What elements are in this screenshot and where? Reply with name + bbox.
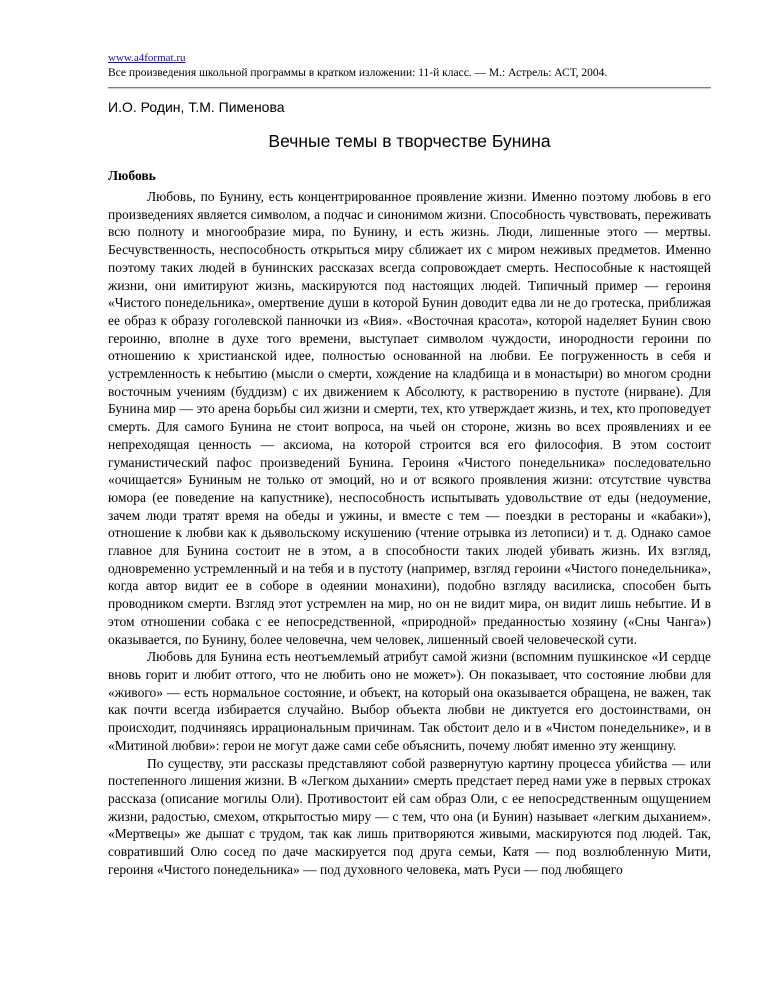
site-link[interactable]: www.a4format.ru xyxy=(108,52,186,64)
document-page xyxy=(108,52,711,878)
article-authors: И.О. Родин, Т.М. Пименова xyxy=(108,99,285,115)
section-heading: Любовь xyxy=(108,168,156,183)
header-divider xyxy=(108,87,711,89)
article-title: Вечные темы в творчестве Бунина xyxy=(268,131,551,151)
paragraph: По существу, эти рассказы представляют собой развернутую картину процесса убийства — или постепенного лишения жизни. В «Легком дыхании» смерть предстает перед нами уже в первых строках рассказа (описание могилы Оли). Противостоит ей сам образ Оли, с ее непосредственным ощущением жизни, радостью, смехом, открытостью миру — с тем, что она (и Бунин) называет «легким дыханием». «Мертвецы» же дышат с трудом, так как лишь притворяются живыми, маскируются под людей. Так, совративший Олю сосед по даче маскируется под друга семьи, Катя — под возлюбленную Мити, героиня «Чистого понедельника» — под духовного человека, мать Руси — под любящего xyxy=(108,755,711,877)
paragraph: Любовь для Бунина есть неотъемлемый атрибут самой жизни (вспомним пушкинское «И сердце вновь горит и любит оттого, что не любить оно не может»). Он показывает, что состояние любви для «живого» — есть нормальное состояние, и объект, на который она оказывается обращена, не важен, так как почти всегда избирается случайно. Выбор объекта любви не диктуется его достоинствами, он происходит, подчиняясь иррациональным причинам. Так обстоит дело и в «Чистом понедельнике», и в «Митиной любви»: герои не могут даже сами себе объяснить, почему любят именно эту женщину. xyxy=(108,649,711,753)
source-citation: Все произведения школьной программы в кратком изложении: 11-й класс. — М.: Астрель: АСТ, 2004. xyxy=(108,67,608,79)
paragraph: Любовь, по Бунину, есть концентрированное проявление жизни. Именно поэтому любовь в его произведениях является символом, а подчас и синонимом жизни. Способность чувствовать, переживать всю полноту и многообразие мира, по Бунину, и есть жизнь. Люди, лишенные этого — мертвы. Бесчувственность, неспособность открыться миру сближает их с миром неживых предметов. Именно поэтому таких людей в бунинских рассказах всегда сопровождает смерть. Неспособные к настоящей жизни, они имитируют жизнь, маскируются под настоящих людей. Типичный пример — героиня «Чистого понедельника», омертвение души в которой Бунин доводит едва ли не до гротеска, приближая ее образ к образу гоголевской панночки из «Вия». «Восточная красота», которой наделяет Бунин свою героиню, вполне в духе того времени, выступает символом чуждости, инородности героини по отношению к христианской идее, полностью основанной на любви. Ее погруженность в себя и устремленность к небытию (мысли о смерти, хождение на кладбища и в монастыри) во многом сродни восточным учениям (буддизм) с их движением к Абсолюту, к растворению в пустоте (нирване). Для Бунина мир — это арена борьбы сил жизни и смерти, тех, кто утверждает жизнь, и тех, кто проповедует смерть. Для самого Бунина не стоит вопроса, на чьей он стороне, жизнь во всех проявлениях и ее непреходящая ценность — аксиома, на которой строится вся его философия. В этом состоит гуманистический пафос произведений Бунина. Героиня «Чистого понедельника» последовательно «очищается» Буниным не только от эмоций, но и от всякого проявления жизни: отсутствие чувства юмора (ее поведение на капустнике), неспособность испытывать удовольствие от еды (недоумение, зачем люди тратят время на обеды и ужины, и вместе с тем — поездки в рестораны и «кабаки»), отношение к любви как к дьявольскому искушению (чтение отрывка из летописи) и т. д. Однако самое главное для Бунина состоит не в этом, а в способности таких людей убивать жизнь. Их взгляд, одновременно устремленный и на тебя и в пустоту (например, взгляд героини «Чистого понедельника», когда автор видит ее в соборе в одеянии монахини), подобно взгляду василиска, способен быть проводником смерти. Взгляд этот устремлен на мир, но он не видит мира, он видит лишь небытие. И в этом отношении собака с ее непосредственной, «природной» преданностью хозяину («Сны Чанга») оказывается, по Бунину, более человечна, чем человек, лишенный своей человеческой сути. xyxy=(108,189,711,647)
